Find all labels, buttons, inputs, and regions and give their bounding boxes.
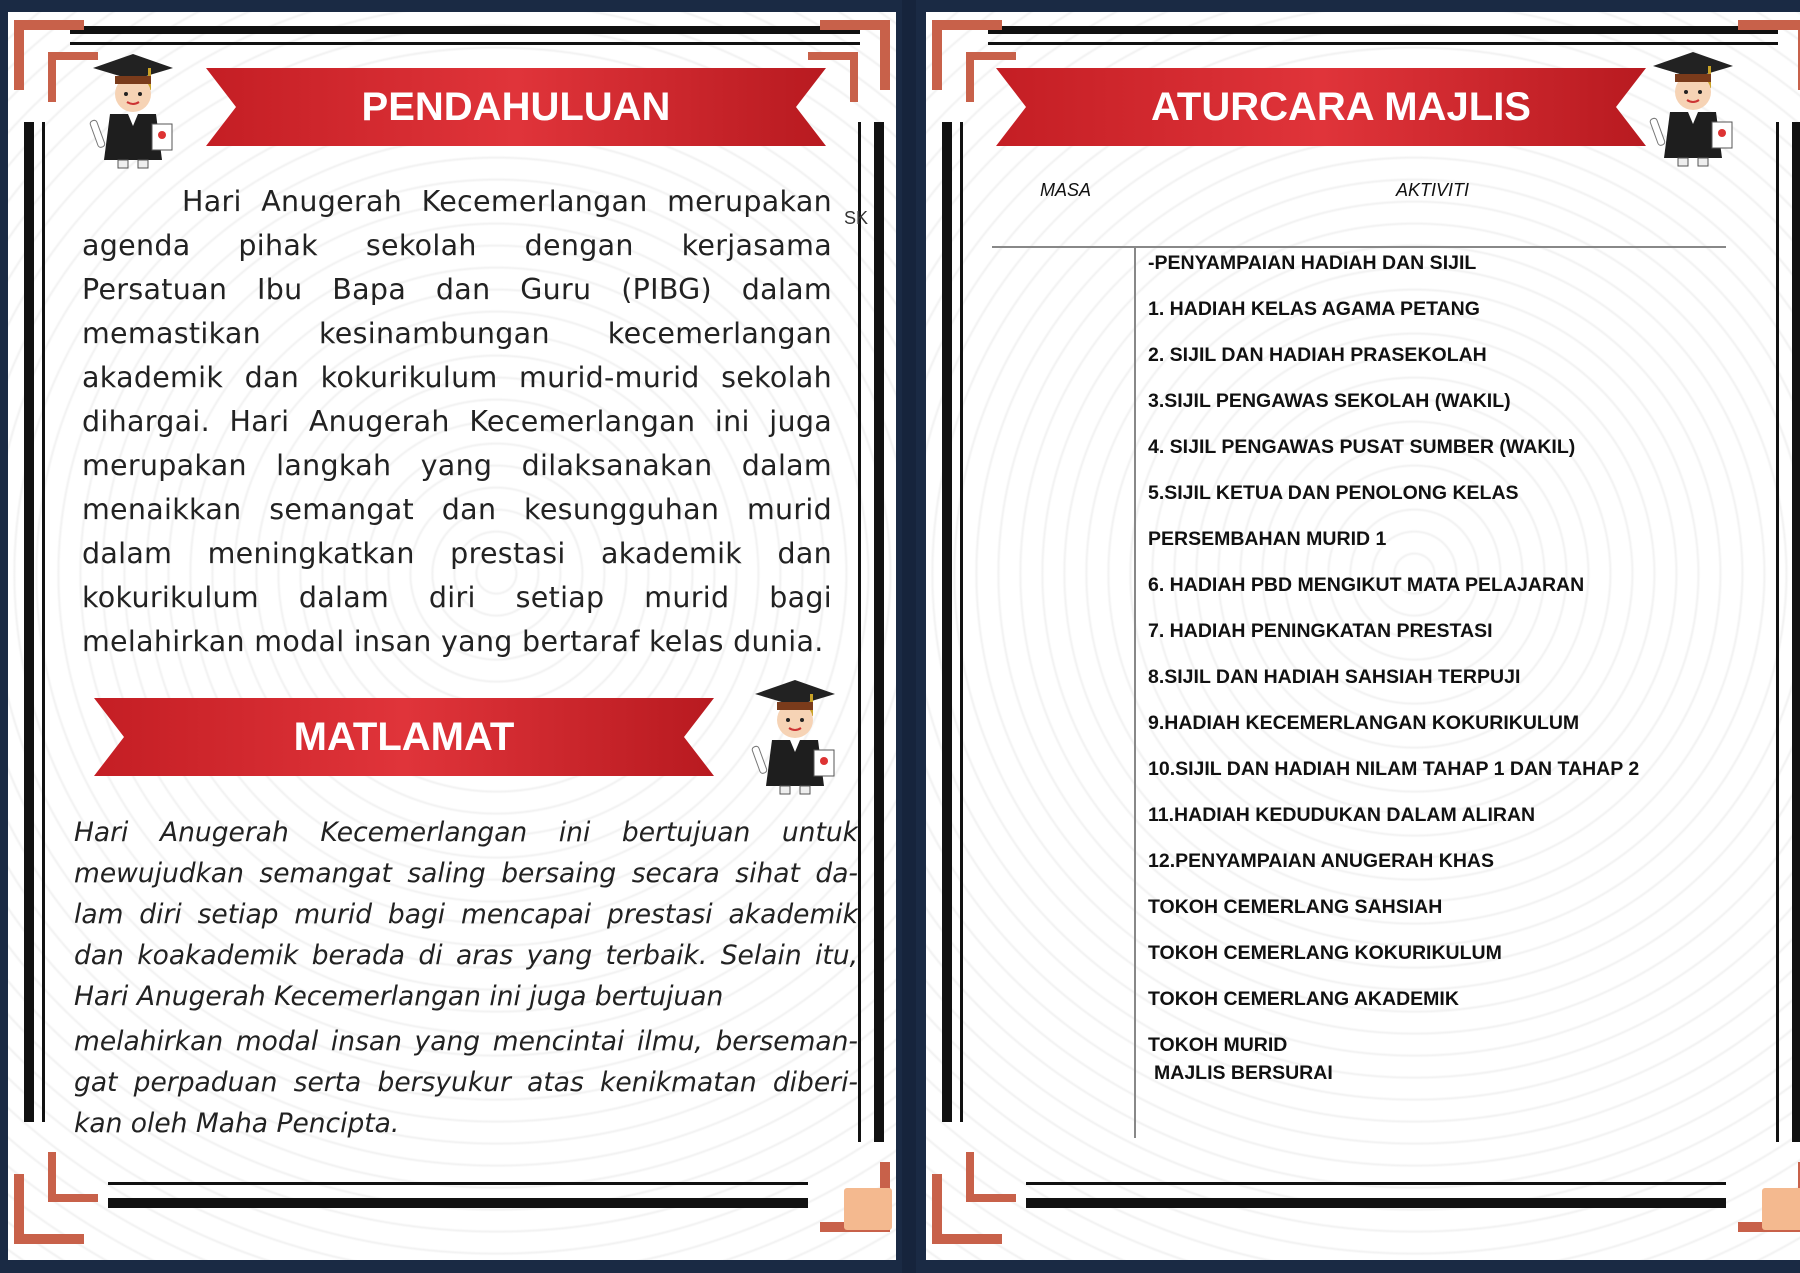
agenda-list: [1148, 252, 1748, 1108]
frame-left-line: [942, 122, 952, 1122]
goal-ribbon: [94, 698, 714, 776]
agenda-closing: MAJLIS BERSURAI: [1154, 1062, 1333, 1084]
intro-line: dihargai. Hari Anugerah Kecemerlangan ini juga: [82, 405, 832, 438]
intro-line: kokurikulum dalam diri setiap murid bagi: [82, 581, 832, 614]
intro-ribbon: [206, 68, 826, 146]
corner-ornament-bottom-left-inner: [48, 1152, 98, 1202]
frame-bottom-line-inner: [108, 1182, 808, 1185]
goal-line: mewujudkan semangat saling bersaing secara sihat da-: [74, 858, 858, 889]
agenda-item: TOKOH CEMERLANG SAHSIAH: [1148, 896, 1443, 918]
goal-line: Hari Anugerah Kecemerlangan ini bertujuan untuk: [74, 817, 858, 848]
frame-top-line-inner: [70, 42, 860, 45]
frame-top-line-inner: [988, 42, 1778, 45]
agenda-item: 5.SIJIL KETUA DAN PENOLONG KELAS: [1148, 482, 1519, 504]
graduate-figure-icon: [1648, 48, 1738, 168]
intro-title: PENDAHULUAN: [361, 85, 671, 129]
page-right: [926, 12, 1800, 1260]
frame-bottom-line-inner: [1026, 1182, 1726, 1185]
page-gap: [902, 0, 916, 1273]
goal-line: dan koakademik berada di aras yang terbaik. Selain itu,: [74, 940, 858, 971]
frame-right-line: [874, 122, 884, 1142]
corner-ornament-top-right: [1738, 20, 1800, 90]
intro-line: menaikkan semangat dan kesungguhan murid: [82, 493, 832, 526]
intro-line: akademik dan kokurikulum murid-murid sekolah: [82, 361, 832, 394]
side-mark: SK: [844, 208, 869, 228]
intro-paragraph: [82, 180, 832, 664]
agenda-item: TOKOH CEMERLANG KOKURIKULUM: [1148, 942, 1502, 964]
frame-bottom-line: [108, 1198, 808, 1208]
agenda-item: 4. SIJIL PENGAWAS PUSAT SUMBER (WAKIL): [1148, 436, 1576, 458]
goal-title: MATLAMAT: [293, 715, 515, 759]
goal-paragraph: [74, 812, 858, 1144]
agenda-title: ATURCARA MAJLIS: [1151, 85, 1531, 129]
graduate-figure-icon: [750, 676, 840, 796]
agenda-item: 2. SIJIL DAN HADIAH PRASEKOLAH: [1148, 344, 1487, 366]
agenda-item: 1. HADIAH KELAS AGAMA PETANG: [1148, 298, 1480, 320]
goal-line: kan oleh Maha Pencipta.: [74, 1108, 400, 1139]
intro-line: Hari Anugerah Kecemerlangan merupakan: [182, 185, 832, 218]
goal-line: gat perpaduan serta bersyukur atas kenikmatan diberi-: [74, 1067, 858, 1098]
frame-top-line: [988, 26, 1778, 34]
frame-left-line: [24, 122, 34, 1122]
agenda-item: 12.PENYAMPAIAN ANUGERAH KHAS: [1148, 850, 1495, 872]
intro-line: Persatuan Ibu Bapa dan Guru (PIBG) dalam: [82, 273, 832, 306]
frame-right-line-inner: [858, 122, 861, 1142]
table-column-divider: [1134, 248, 1136, 1138]
frame-top-line: [70, 26, 860, 34]
intro-line: melahirkan modal insan yang bertaraf kelas dunia.: [82, 625, 824, 658]
agenda-item: 9.HADIAH KECEMERLANGAN KOKURIKULUM: [1148, 712, 1580, 734]
agenda-item: 10.SIJIL DAN HADIAH NILAM TAHAP 1 DAN TAHAP 2: [1148, 758, 1640, 780]
table-header-rule: [992, 246, 1726, 248]
agenda-item: PERSEMBAHAN MURID 1: [1148, 528, 1387, 550]
agenda-item: TOKOH CEMERLANG AKADEMIK: [1148, 988, 1459, 1010]
goal-line: melahirkan modal insan yang mencintai ilmu, berseman-: [74, 1026, 858, 1057]
frame-left-line-inner: [960, 122, 963, 1122]
corner-tab: [844, 1188, 892, 1230]
page-left: [8, 12, 896, 1260]
frame-left-line-inner: [42, 122, 45, 1122]
agenda-item: 8.SIJIL DAN HADIAH SAHSIAH TERPUJI: [1148, 666, 1521, 688]
intro-line: memastikan kesinambungan kecemerlangan: [82, 317, 832, 350]
goal-line: lam diri setiap murid bagi mencapai prestasi akademik: [74, 899, 858, 930]
agenda-item: -PENYAMPAIAN HADIAH DAN SIJIL: [1148, 252, 1477, 274]
frame-bottom-line: [1026, 1198, 1726, 1208]
agenda-item: 3.SIJIL PENGAWAS SEKOLAH (WAKIL): [1148, 390, 1511, 412]
graduate-figure-icon: [88, 50, 178, 170]
frame-right-line-inner: [1776, 122, 1779, 1142]
frame-right-line: [1792, 122, 1800, 1142]
agenda-ribbon: [996, 68, 1646, 146]
agenda-item: 7. HADIAH PENINGKATAN PRESTASI: [1148, 620, 1493, 642]
intro-line: merupakan langkah yang dilaksanakan dalam: [82, 449, 832, 482]
column-header-time: MASA: [1040, 180, 1092, 200]
intro-line: dalam meningkatkan prestasi akademik dan: [82, 537, 832, 570]
agenda-item: 6. HADIAH PBD MENGIKUT MATA PELAJARAN: [1148, 574, 1585, 596]
agenda-item: TOKOH MURID: [1148, 1034, 1288, 1056]
corner-tab: [1762, 1188, 1800, 1230]
column-header-activity: AKTIVITI: [1396, 180, 1470, 200]
corner-ornament-bottom-left-inner: [966, 1152, 1016, 1202]
agenda-item: 11.HADIAH KEDUDUKAN DALAM ALIRAN: [1148, 804, 1536, 826]
intro-line: agenda pihak sekolah dengan kerjasama: [82, 229, 832, 262]
goal-line: Hari Anugerah Kecemerlangan ini juga bertujuan: [74, 981, 724, 1012]
